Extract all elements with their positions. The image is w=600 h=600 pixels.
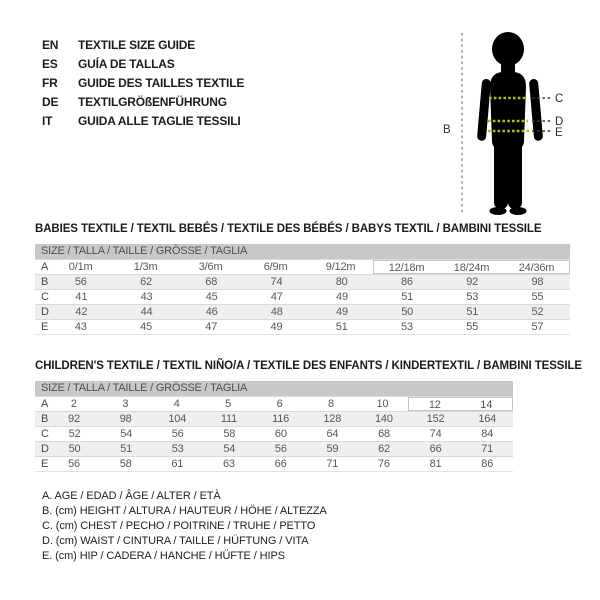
table-cell: 51 [401,291,414,303]
language-title: TEXTILGRÖßENFÜHRUNG [78,95,227,109]
table-cell: 104 [168,413,187,425]
table-cell: 18/24m [439,260,504,274]
table-cell: 152 [426,413,445,425]
table-cell: 6/9m [263,261,288,273]
row-label: B [41,276,49,288]
language-row-it [42,112,244,131]
legend-age: A. AGE / EDAD / ÂGE / ALTER / ETÀ [42,490,221,502]
table-cell: 59 [326,443,339,455]
table-cell: 56 [74,276,87,288]
children-row-d [35,441,513,456]
table-cell: 66 [429,443,442,455]
children-section-title: CHILDREN'S TEXTILE / TEXTIL NIÑO/A / TEXTILE DES ENFANTS / KINDERTEXTIL / BAMBINI TESSILE [35,360,582,372]
child-silhouette-diagram [440,15,580,225]
table-cell: 116 [272,413,290,425]
table-cell: 51 [120,443,133,455]
table-cell: 92 [466,276,479,288]
table-cell: 53 [466,291,479,303]
table-cell: 76 [377,458,390,470]
language-code: FR [42,76,58,90]
babies-size-table [35,244,570,335]
table-cell: 2 [70,398,77,410]
row-label: C [41,291,49,303]
table-cell: 43 [140,291,153,303]
table-cell: 12/18m [373,260,439,274]
table-cell: 55 [466,321,479,333]
table-cell: 54 [120,428,133,440]
table-cell: 56 [171,428,184,440]
table-cell: 57 [531,321,544,333]
chest-label: C [555,93,564,105]
table-cell: 53 [401,321,413,333]
legend-waist: D. (cm) WAIST / CINTURA / TAILLE / HÜFTUNG / VITA [42,535,309,547]
children-size-table [35,381,513,472]
table-cell: 61 [171,458,184,470]
table-cell: 6 [276,398,283,410]
table-cell: 74 [429,428,442,440]
language-title-list [42,36,244,131]
table-cell: 5 [225,398,232,410]
table-cell: 47 [270,291,283,303]
children-row-c [35,426,513,441]
table-cell: 98 [119,413,132,425]
table-cell: 58 [119,458,132,470]
table-cell: 49 [336,306,348,318]
measurement-figure [440,15,580,225]
table-cell: 1/3m [133,261,158,273]
language-row-de [42,93,244,112]
table-cell: 68 [205,276,218,288]
child-silhouette [477,32,543,215]
table-cell: 86 [481,458,494,470]
babies-section-title: BABIES TEXTILE / TEXTIL BEBÉS / TEXTILE DES BÉBÉS / BABYS TEXTIL / BAMBINI TESSILE [35,223,542,235]
language-code: DE [42,95,59,109]
table-cell: 71 [481,443,494,455]
table-cell: 54 [223,443,236,455]
table-cell: 47 [205,321,218,333]
table-cell: 111 [220,413,237,425]
table-cell: 50 [68,443,81,455]
language-row-en [42,36,244,55]
row-label: D [41,443,49,455]
row-label: E [41,321,49,333]
table-cell: 98 [531,276,544,288]
table-cell: 24/36m [504,260,570,274]
legend-hip: E. (cm) HIP / CADERA / HANCHE / HÜFTE / HIPS [42,550,285,562]
children-row-e [35,456,513,471]
language-row-fr [42,74,244,93]
waist-label: D [555,116,564,128]
table-cell: 81 [429,458,442,470]
measurement-legend [42,489,327,564]
table-cell: 50 [401,306,414,318]
table-cell: 66 [274,458,287,470]
table-cell: 8 [328,398,334,410]
language-title: GUIDA ALLE TAGLIE TESSILI [78,114,241,128]
language-title: GUIDE DES TAILLES TEXTILE [78,76,245,90]
children-row-b [35,411,513,426]
table-cell: 45 [140,321,152,333]
babies-size-header: SIZE / TALLA / TAILLE / GRÖSSE / TAGLIA [35,244,570,259]
table-cell: 4 [173,398,180,410]
table-cell: 128 [323,413,342,425]
hip-label: E [555,127,563,139]
babies-row-e [35,319,570,334]
table-cell: 48 [270,306,283,318]
table-cell: 52 [531,306,544,318]
language-code: EN [42,38,59,52]
table-cell: 60 [274,428,287,440]
row-label: E [41,458,49,470]
table-cell: 62 [378,443,390,455]
table-cell: 41 [75,291,88,303]
babies-row-b [35,274,570,289]
babies-row-d [35,304,570,319]
row-label: D [41,306,49,318]
language-code: ES [42,57,58,71]
legend-chest: C. (cm) CHEST / PECHO / POITRINE / TRUHE / PETTO [42,520,316,532]
row-label: C [41,428,49,440]
table-cell: 55 [531,291,544,303]
table-cell: 56 [68,458,80,470]
table-cell: 12 [408,397,460,411]
table-cell: 64 [326,428,339,440]
table-cell: 3 [122,398,129,410]
table-cell: 45 [205,291,218,303]
babies-row-c [35,289,570,304]
table-cell: 53 [171,443,184,455]
table-cell: 44 [140,306,153,318]
height-label: B [443,124,451,136]
table-cell: 49 [336,291,348,303]
table-cell: 74 [270,276,283,288]
table-cell: 10 [376,398,389,410]
table-cell: 80 [335,276,348,288]
table-cell: 9/12m [325,261,356,273]
table-cell: 62 [140,276,152,288]
table-cell: 0/1m [68,261,93,273]
table-cell: 51 [466,306,479,318]
table-cell: 58 [223,428,236,440]
table-cell: 46 [205,306,218,318]
table-cell: 68 [378,428,390,440]
table-cell: 84 [481,428,494,440]
table-cell: 52 [68,428,81,440]
row-label: B [41,413,49,425]
table-cell: 43 [74,321,87,333]
language-title: TEXTILE SIZE GUIDE [78,38,196,52]
table-cell: 164 [478,413,497,425]
language-row-es [42,55,244,74]
table-cell: 71 [326,458,339,470]
table-cell: 63 [223,458,235,470]
table-cell: 42 [75,306,88,318]
row-label: A [41,398,49,410]
row-label: A [41,261,49,273]
language-title: GUÍA DE TALLAS [78,57,175,71]
table-cell: 3/6m [198,261,223,273]
table-cell: 56 [274,443,287,455]
table-cell: 49 [270,321,283,333]
language-code: IT [42,114,53,128]
table-cell: 14 [461,397,513,411]
table-cell: 92 [68,413,80,425]
legend-height: B. (cm) HEIGHT / ALTURA / HAUTEUR / HÖHE / ALTEZZA [42,505,327,517]
babies-row-a [35,259,570,274]
table-cell: 86 [401,276,413,288]
table-cell: 51 [335,321,348,333]
children-size-header: SIZE / TALLA / TAILLE / GRÖSSE / TAGLIA [35,381,513,396]
table-cell: 140 [375,413,393,425]
children-row-a [35,396,513,411]
